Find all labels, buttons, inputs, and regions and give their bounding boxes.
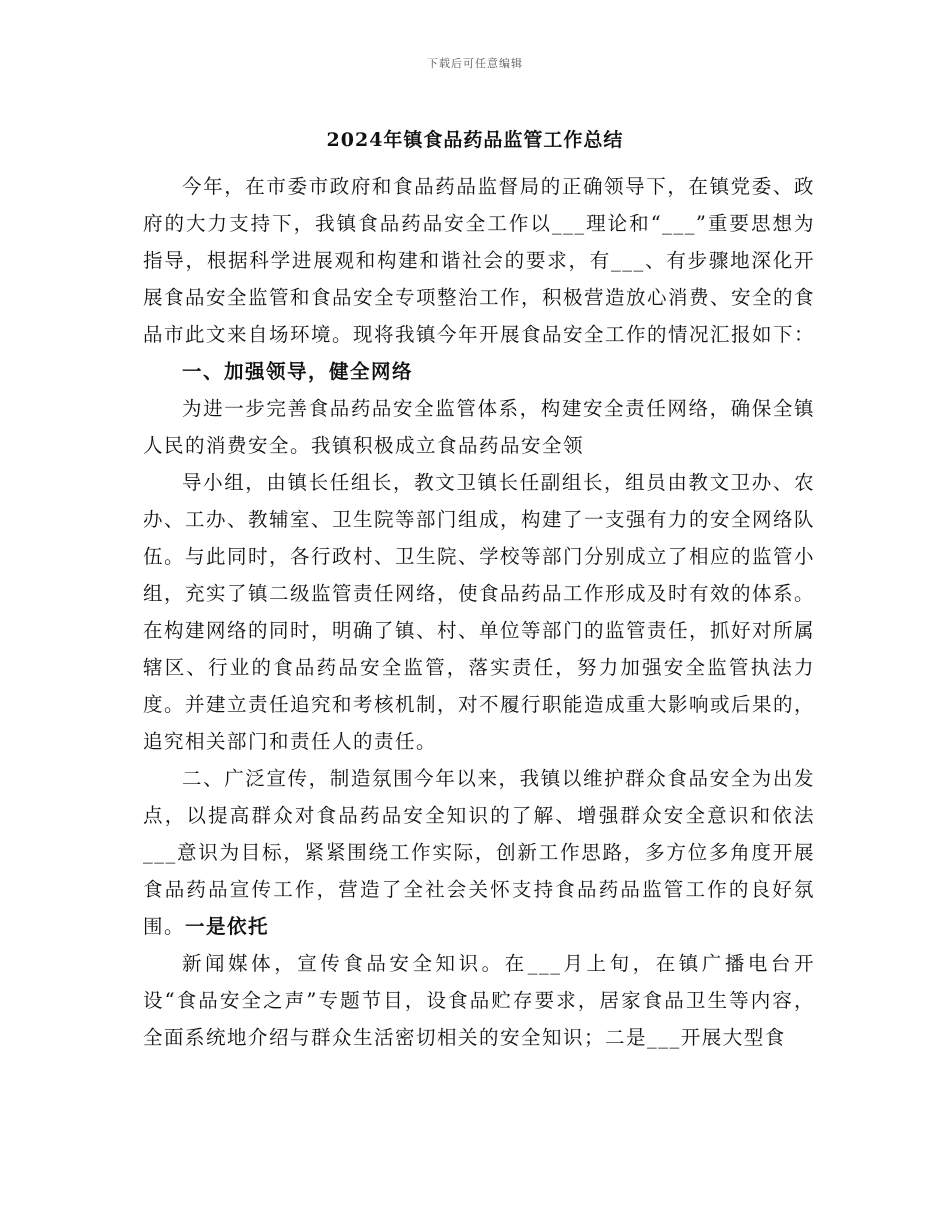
document-title: 2024年镇食品药品监管工作总结 [326, 129, 624, 151]
paragraph-publicity-text: 二、广泛宣传，制造氛围今年以来，我镇以维护群众食品安全为出发点，以提高群众对食品药品安全知识的了解、增强群众安全意识和依法___意识为目标，紧紧围绕工作实际，创新工作思路，多方位多角度开展食品药品宣传工作，营造了全社会关怀支持食品药品监管工作的良好氛围。 [143, 767, 815, 938]
header-note: 下载后可任意编辑 [427, 57, 523, 70]
document-body [143, 168, 815, 1056]
paragraph-publicity [143, 760, 815, 945]
paragraph-intro: 今年，在市委市政府和食品药品监督局的正确领导下，在镇党委、政府的大力支持下，我镇食品药品安全工作以___理论和“___”重要思想为指导，根据科学进展观和构建和谐社会的要求，有___、有步骤地深化开展食品安全监管和食品安全专项整治工作，积极营造放心消费、安全的食品市此文来自场环境。现将我镇今年开展食品安全工作的情况汇报如下： [143, 175, 816, 346]
paragraph-leadership: 为进一步完善食品药品安全监管体系，构建安全责任网络，确保全镇人民的消费安全。我镇积极成立食品药品安全领 [143, 397, 815, 457]
paragraph-network: 导小组，由镇长任组长，教文卫镇长任副组长，组员由教文卫办、农办、工办、教辅室、卫生院等部门组成，构建了一支强有力的安全网络队伍。与此同时，各行政村、卫生院、学校等部门分别成立了相应的监管小组，充实了镇二级监管责任网络，使食品药品工作形成及时有效的体系。在构建网络的同时，明确了镇、村、单位等部门的监管责任，抓好对所属辖区、行业的食品药品安全监管，落实责任，努力加强安全监管执法力度。并建立责任追究和考核机制，对不履行职能造成重大影响或后果的，追究相关部门和责任人的责任。 [143, 471, 816, 753]
section-heading-1: 一、加强领导，健全网络 [182, 360, 414, 383]
paragraph-media: 新闻媒体，宣传食品安全知识。在___月上旬，在镇广播电台开设“食品安全之声”专题节目，设食品贮存要求，居家食品卫生等内容，全面系统地介绍与群众生活密切相关的安全知识；二是___开展大型食 [143, 952, 815, 1049]
paragraph-publicity-bold: 一是依托 [185, 915, 270, 938]
